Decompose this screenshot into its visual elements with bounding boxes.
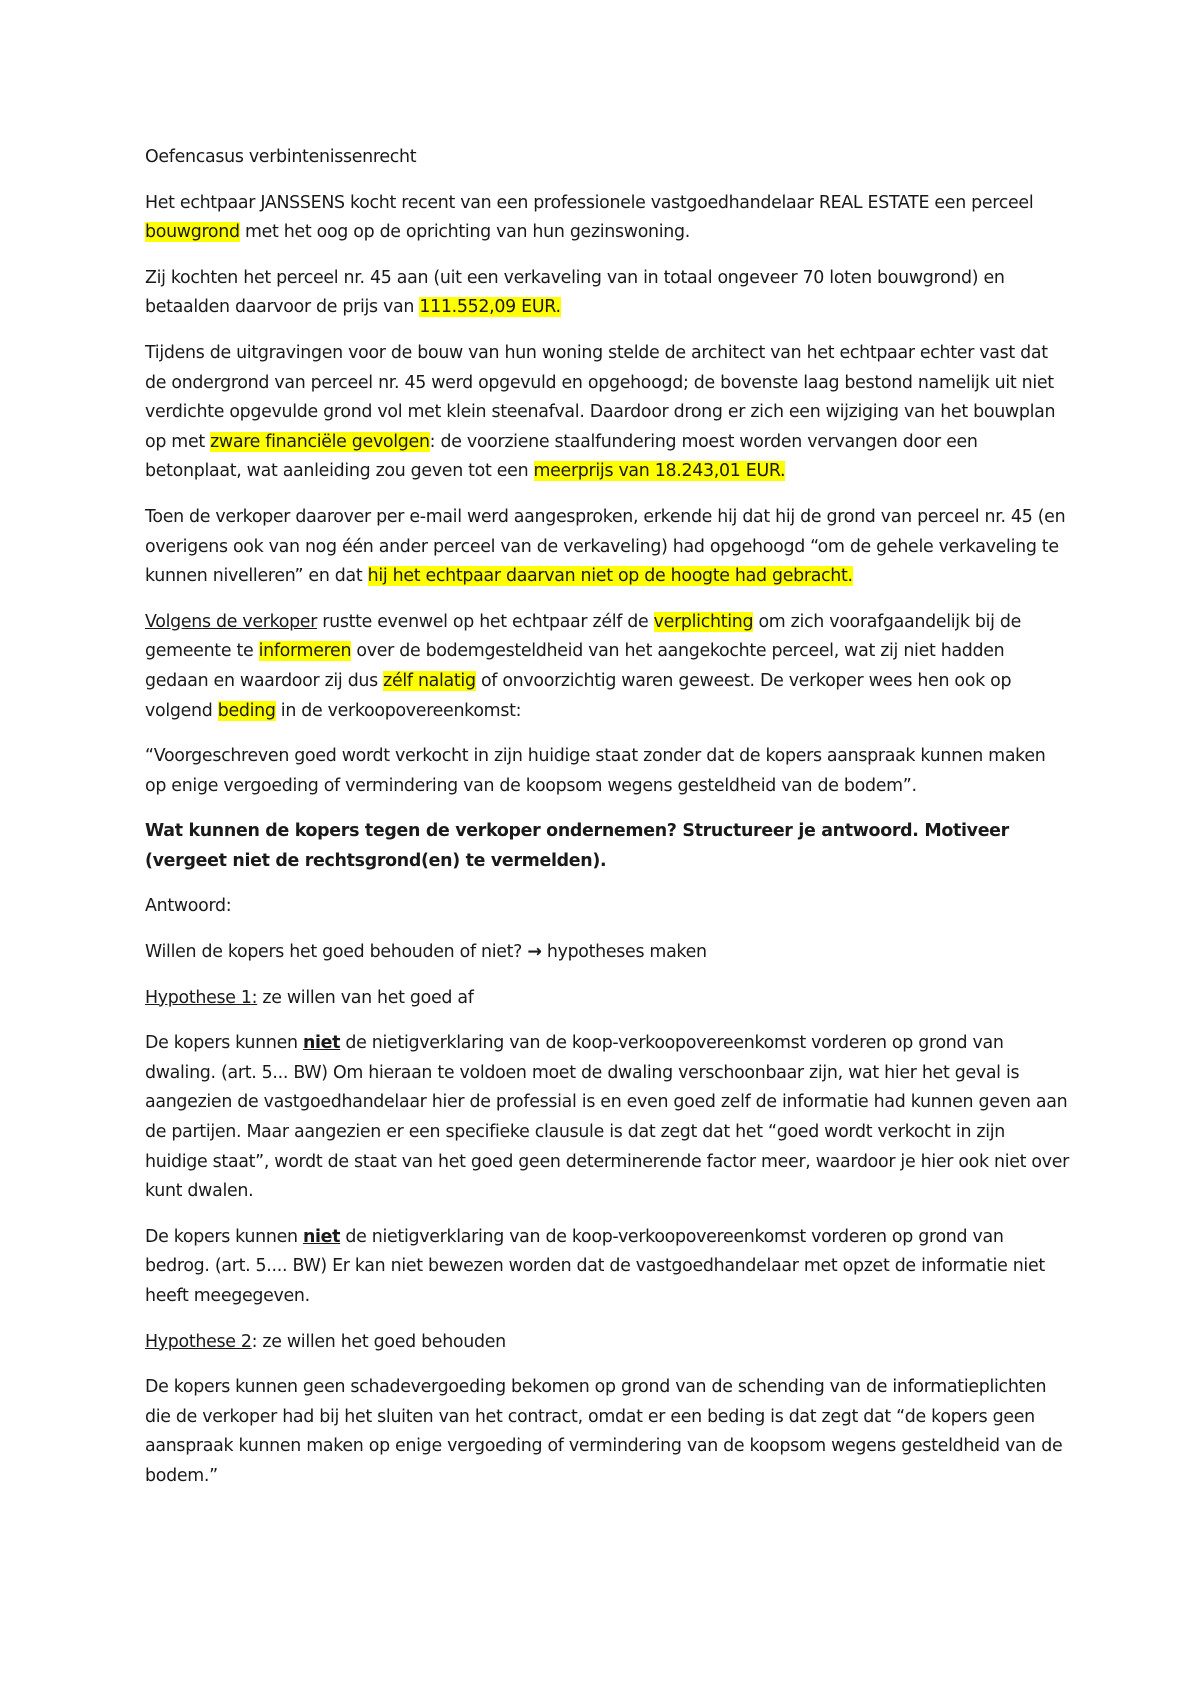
- paragraph-hypotheses-intro: [145, 938, 1070, 968]
- text: ze willen van het goed af: [257, 987, 474, 1008]
- quoted-clause: “Voorgeschreven goed wordt verkocht in zijn huidige staat zonder dat de kopers aanspraak kunnen maken op enige vergoeding of vermindering van de koopsom wegens gesteldheid van de bodem”.: [145, 746, 1046, 796]
- paragraph-3: [145, 339, 1070, 487]
- text: De kopers kunnen: [145, 1226, 303, 1247]
- hypothesis-1-heading: [145, 984, 1070, 1014]
- text: : de voorziene staalfundering moest worden vervangen door een betonplaat, wat aanleiding zou geven tot een: [145, 431, 978, 482]
- highlight: bouwgrond: [145, 222, 240, 243]
- text: over de bodemgesteldheid van het aangekochte perceel, wat zij niet hadden gedaan en waardoor zij dus: [145, 641, 1005, 691]
- text: hypotheses maken: [541, 942, 707, 963]
- highlight: hij het echtpaar daarvan niet op de hoogte had gebracht.: [367, 566, 853, 587]
- text: de nietigverklaring van de koop-verkoopovereenkomst vorderen op grond van bedrog. (art. 5.... BW) Er kan niet bewezen worden dat de vastgoedhandelaar met opzet de informatie niet heeft meegegeven.: [145, 1226, 1045, 1306]
- paragraph-4: [145, 503, 1070, 592]
- highlight: zware financiële gevolgen: [210, 431, 430, 452]
- question: Wat kunnen de kopers tegen de verkoper ondernemen? Structureer je antwoord. Motiveer (vergeet niet de rechtsgrond(en) te vermelden).: [145, 821, 1009, 871]
- highlight: verplichting: [653, 611, 754, 632]
- answer-label: Antwoord:: [145, 896, 232, 917]
- highlight: meerprijs van 18.243,01 EUR.: [533, 461, 786, 482]
- text: rustte evenwel op het echtpaar zélf de: [317, 611, 654, 632]
- text: De kopers kunnen: [145, 1033, 303, 1054]
- paragraph-5: [145, 608, 1070, 726]
- text: Het echtpaar JANSSENS kocht recent van een professionele vastgoedhandelaar REAL ESTATE een perceel: [145, 192, 1034, 213]
- highlight: beding: [217, 700, 276, 721]
- paragraph-bedrog: [145, 1223, 1070, 1312]
- underlined-text: Hypothese 1:: [145, 987, 258, 1008]
- underlined-text: Volgens de verkoper: [145, 611, 318, 632]
- highlight: 111.552,09 EUR.: [419, 297, 561, 318]
- text: : ze willen het goed behouden: [251, 1331, 506, 1352]
- text: in de verkoopovereenkomst:: [275, 700, 522, 721]
- paragraph-1: [145, 189, 1070, 248]
- text: Tijdens de uitgravingen voor de bouw van hun woning stelde de architect van het echtpaar echter vast dat de ondergrond van perceel nr. 45 werd opgevuld en opgehoogd; de bovenste laag bestond namelijk uit niet verdichte opgevulde grond vol met klein steenafval. Daardoor drong er zich een wijziging van het bouwplan op met: [145, 342, 1056, 452]
- paragraph-2: [145, 264, 1070, 323]
- highlight: zélf nalatig: [383, 670, 476, 691]
- paragraph-schadevergoeding: De kopers kunnen geen schadevergoeding bekomen op grond van de schending van de informatieplichten die de verkoper had bij het sluiten van het contract, omdat er een beding is dat zegt dat “de kopers geen aanspraak kunnen maken op enige vergoeding of vermindering van de koopsom wegens gesteldheid van de bodem.”: [145, 1377, 1063, 1486]
- text: de nietigverklaring van de koop-verkoopovereenkomst vorderen op grond van dwaling. (art. 5... BW) Om hieraan te voldoen moet de dwaling verschoonbaar zijn, wat hier het geval is aangezien de vastgoedhandelaar hier de professial is en even goed zelf de informatie had kunnen geven aan de partijen. Maar aangezien er een specifieke clausule is dat zegt dat het “goed wordt verkocht in zijn huidige staat”, wordt de staat van het goed geen determinerende factor meer, waardoor je hier ook niet over kunt dwalen.: [145, 1033, 1069, 1202]
- document-page: [145, 143, 1070, 1508]
- text: om zich voorafgaandelijk bij de gemeente te: [145, 611, 1022, 662]
- bold-underlined-text: niet: [302, 1226, 341, 1247]
- arrow-right-icon: →: [527, 942, 542, 963]
- paragraph-dwaling: [145, 1029, 1070, 1207]
- text: of onvoorzichtig waren geweest. De verkoper wees hen ook op volgend: [145, 670, 1012, 721]
- text: Zij kochten het perceel nr. 45 aan (uit een verkaveling van in totaal ongeveer 70 loten bouwgrond) en betaalden daarvoor de prijs van: [145, 267, 1005, 318]
- text: Toen de verkoper daarover per e-mail werd aangesproken, erkende hij dat hij de grond van perceel nr. 45 (en overigens ook van nog één ander perceel van de verkaveling) had opgehoogd “om de gehele verkaveling te kunnen nivelleren” en dat: [145, 506, 1066, 587]
- underlined-text: Hypothese 2: [145, 1331, 252, 1352]
- highlight: informeren: [258, 641, 352, 662]
- document-title: Oefencasus verbintenissenrecht: [145, 147, 417, 167]
- hypothesis-2-heading: [145, 1328, 1070, 1358]
- bold-underlined-text: niet: [302, 1033, 341, 1054]
- text: Willen de kopers het goed behouden of niet?: [145, 942, 528, 963]
- text: met het oog op de oprichting van hun gezinswoning.: [239, 222, 690, 243]
